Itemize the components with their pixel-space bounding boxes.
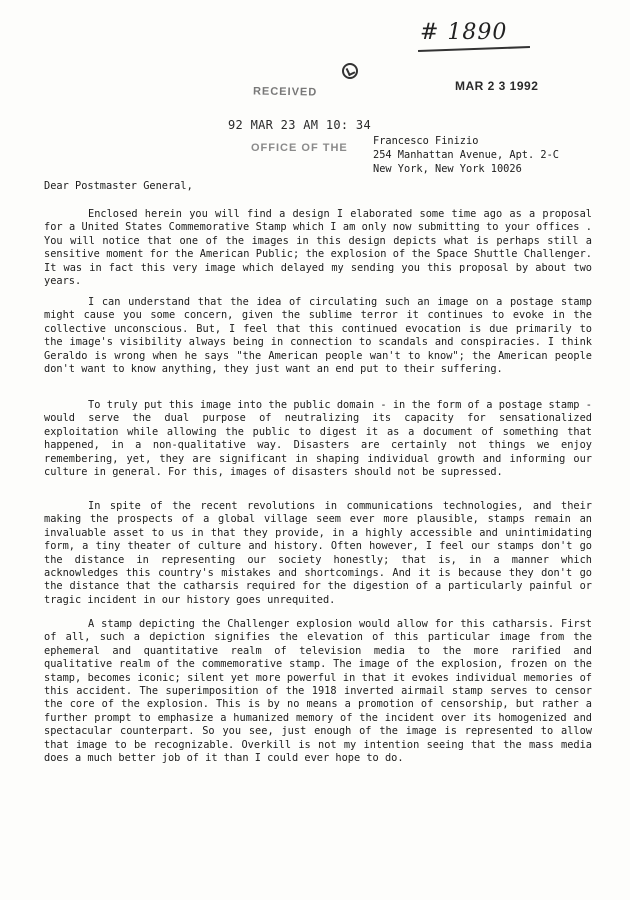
received-stamp: RECEIVED bbox=[252, 85, 318, 99]
sender-address-line-1: 254 Manhattan Avenue, Apt. 2-C bbox=[373, 149, 559, 161]
salutation: Dear Postmaster General, bbox=[44, 180, 193, 192]
circled-mark-icon bbox=[342, 63, 358, 79]
paragraph-1: Enclosed herein you will find a design I elaborated some time ago as a proposal for a United States Commemorative Stamp which I am only now submitting to your offices . You will notice that one of the images in this design depicts what is perhaps still a sensitive moment for the American Public; the explosion of the Space Shuttle Challenger. It was in fact this very image which delayed my sending you this proposal by about two years. bbox=[44, 208, 592, 288]
paragraph-4: In spite of the recent revolutions in communications technologies, and their making the prospects of a global village seem ever more plausible, stamps remain an invaluable asset to us in that they provide, in a highly accessible and unintimidating form, a tiny theater of culture and history. Often however, I feel our stamps don't go the distance in representing our society honestly; that is, in a manner which acknowledges this country's mistakes and shortcomings. And it is because they don't go the distance that the catharsis required for the digestion of a particularly painful or tragic incident in our history goes unrequited. bbox=[44, 500, 592, 606]
date-stamp: MAR 2 3 1992 bbox=[455, 79, 539, 93]
sender-address-block bbox=[373, 134, 559, 176]
handwritten-underline bbox=[418, 46, 530, 52]
office-stamp: OFFICE OF THE bbox=[251, 142, 348, 154]
sender-name: Francesco Finizio bbox=[373, 135, 479, 147]
paragraph-3: To truly put this image into the public domain - in the form of a postage stamp - would serve the dual purpose of neutralizing its capacity for sensationalized exploitation while allowing the public to digest it as a document of something that happened, in a non-qualitative way. Disasters are certainly not things we enjoy remembering, yet, they are significant in shaping individual growth and informing our culture in general. For this, images of disasters should not be supressed. bbox=[44, 399, 592, 479]
paragraph-5: A stamp depicting the Challenger explosion would allow for this catharsis. First of all, such a depiction signifies the elevation of this particular image from the ephemeral and quantitative realm of television media to the more rarified and qualitative realm of the commemorative stamp. The image of the explosion, frozen on the stamp, becomes iconic; silent yet more powerful in that it evokes individual memories of this accident. The superimposition of the 1918 inverted airmail stamp serves to censor the core of the explosion. This is by no means a promotion of censorship, but rather a further prompt to emphasize a humanized memory of the incident over its homogenized and spectacular counterpart. So you see, just enough of the image is represented to allow that image to be recognizable. Overkill is not my intention seeing that the mass media does a much better job of it than I could ever hope to do. bbox=[44, 618, 592, 765]
sender-address-line-2: New York, New York 10026 bbox=[373, 163, 522, 175]
handwritten-file-number: # 1890 bbox=[420, 20, 508, 45]
received-datetime-stamp: 92 MAR 23 AM 10: 34 bbox=[228, 118, 371, 132]
paragraph-2: I can understand that the idea of circulating such an image on a postage stamp might cause you some concern, given the sublime terror it continues to evoke in the collective unconscious. But, I feel that this continued evocation is due primarily to the image's visibility always being in connection to scandals and conspiracies. I think Geraldo is wrong when he says "the American people wan't to know"; the American people don't want to know anything, they just want an end put to their suffering. bbox=[44, 296, 592, 376]
